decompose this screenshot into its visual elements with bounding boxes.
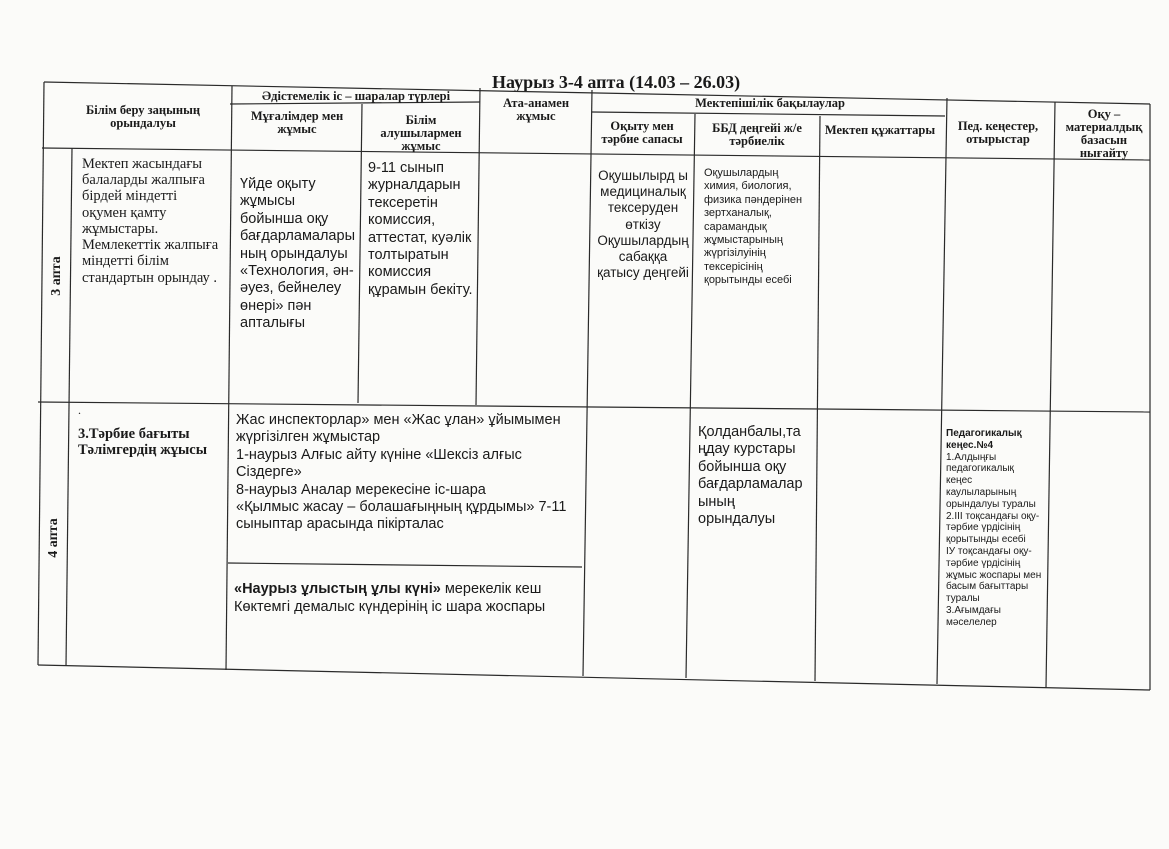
header-control: Мектепішілік бақылаулар xyxy=(695,96,845,110)
spring-holiday-plan: Көктемгі демалыс күндерінің іс шара жоспары xyxy=(234,599,546,616)
header-methods: Әдістемелік іс – шаралар түрлері xyxy=(261,89,451,103)
page-title: Наурыз 3-4 апта (14.03 – 26.03) xyxy=(492,72,741,92)
week3-teachers-text: Үйде оқыту жұмысы бойынша оқу бағдарламалары ның орындалуы «Технология, ән-әуез, бейнелеу өнері» пән апталығы xyxy=(240,176,355,332)
header-ped-councils: Пед. кеңестер, отырыстар xyxy=(957,119,1039,147)
week4-law-text: 3.Тәрбие бағыты Тәлімгердің жұысы xyxy=(78,426,208,459)
nauryz-event xyxy=(234,580,580,598)
week4-bbd-text: Қолданбалы,та ңдау курстары бойынша оқу бағдарламалар ының орындалуы xyxy=(698,424,803,527)
ped-council-item: 2.ІІІ тоқсандағы оқу-тәрбие үрдісінің қорытынды есебі xyxy=(946,510,1040,546)
header-teachers: Мұғалімдер мен жұмыс xyxy=(250,109,344,137)
nauryz-event-rest: мерекелік кеш xyxy=(440,581,542,597)
nauryz-event-title: «Наурыз ұлыстың ұлы күні» xyxy=(234,581,441,597)
header-material-base: Оқу – материалдық базасын нығайту xyxy=(1065,107,1143,161)
week3-students-text: 9-11 сынып журналдарын тексеретін комиссия, аттестат, куәлік толтыратын комиссия құрамын бекіту. xyxy=(368,160,473,298)
week4-events xyxy=(236,412,578,534)
event-item: 8-наурыз Аналар мерекесіне іс-шара xyxy=(236,481,486,498)
ped-council-item: 1.Алдыңғы педагогикалық кеңес каулыларының орындалуы туралы xyxy=(946,451,1036,510)
header-law: Білім беру заңының орындалуы xyxy=(85,103,201,131)
event-item: «Қылмыс жасау – болашағыңның құрдымы» 7-11 сыныптар арасында пікірталас xyxy=(236,498,567,533)
week4-nauryz xyxy=(234,580,580,616)
ped-council-item: 3.Ағымдағы мәселелер xyxy=(946,604,1001,628)
week3-quality-text: Оқушылырд ы медициналық тексеруден өткізу Оқушылардың сабаққа қатысу деңгейі xyxy=(597,168,689,281)
ped-council-item: ІУ тоқсандағы оқу-тәрбие үрдісінің жұмыс жоспары мен басым бағыттары туралы xyxy=(946,545,1042,605)
header-quality: Оқыту мен тәрбие сапасы xyxy=(601,119,683,147)
week3-bbd-text: Оқушылардың химия, биология, физика пәндерінен зертханалық, сарамандық жұмыстарының жүргізілуінің тексерісінің қорытынды есебі xyxy=(704,167,803,287)
header-students: Білім алушылармен жұмыс xyxy=(380,113,462,154)
week3-law-text: Мектеп жасындағы балаларды жалпыға бірдей міндетті оқумен қамту жұмыстары. Мемлекеттік жалпыға міндетті білім стандартын орындау . xyxy=(82,156,219,286)
week3-label: 3 апта xyxy=(49,256,64,296)
header-documents: Мектеп құжаттары xyxy=(824,123,936,137)
header-bbd: ББД деңгейі ж/е тәрбиелік xyxy=(712,121,802,149)
week4-law-mark: . xyxy=(78,403,81,417)
event-item: Жас инспекторлар» мен «Жас ұлан» ұйымымен жүргізілген жұмыстар xyxy=(236,412,561,446)
ped-council-title: Педагогикалық кеңес.№4 xyxy=(946,428,1022,451)
week4-ped-council xyxy=(946,428,1042,629)
header-parents: Ата-анамен жұмыс xyxy=(502,96,570,124)
event-item: 1-наурыз Алғыс айту күніне «Шексіз алғыс Сіздерге» xyxy=(236,446,522,481)
week4-label: 4 апта xyxy=(46,518,61,558)
